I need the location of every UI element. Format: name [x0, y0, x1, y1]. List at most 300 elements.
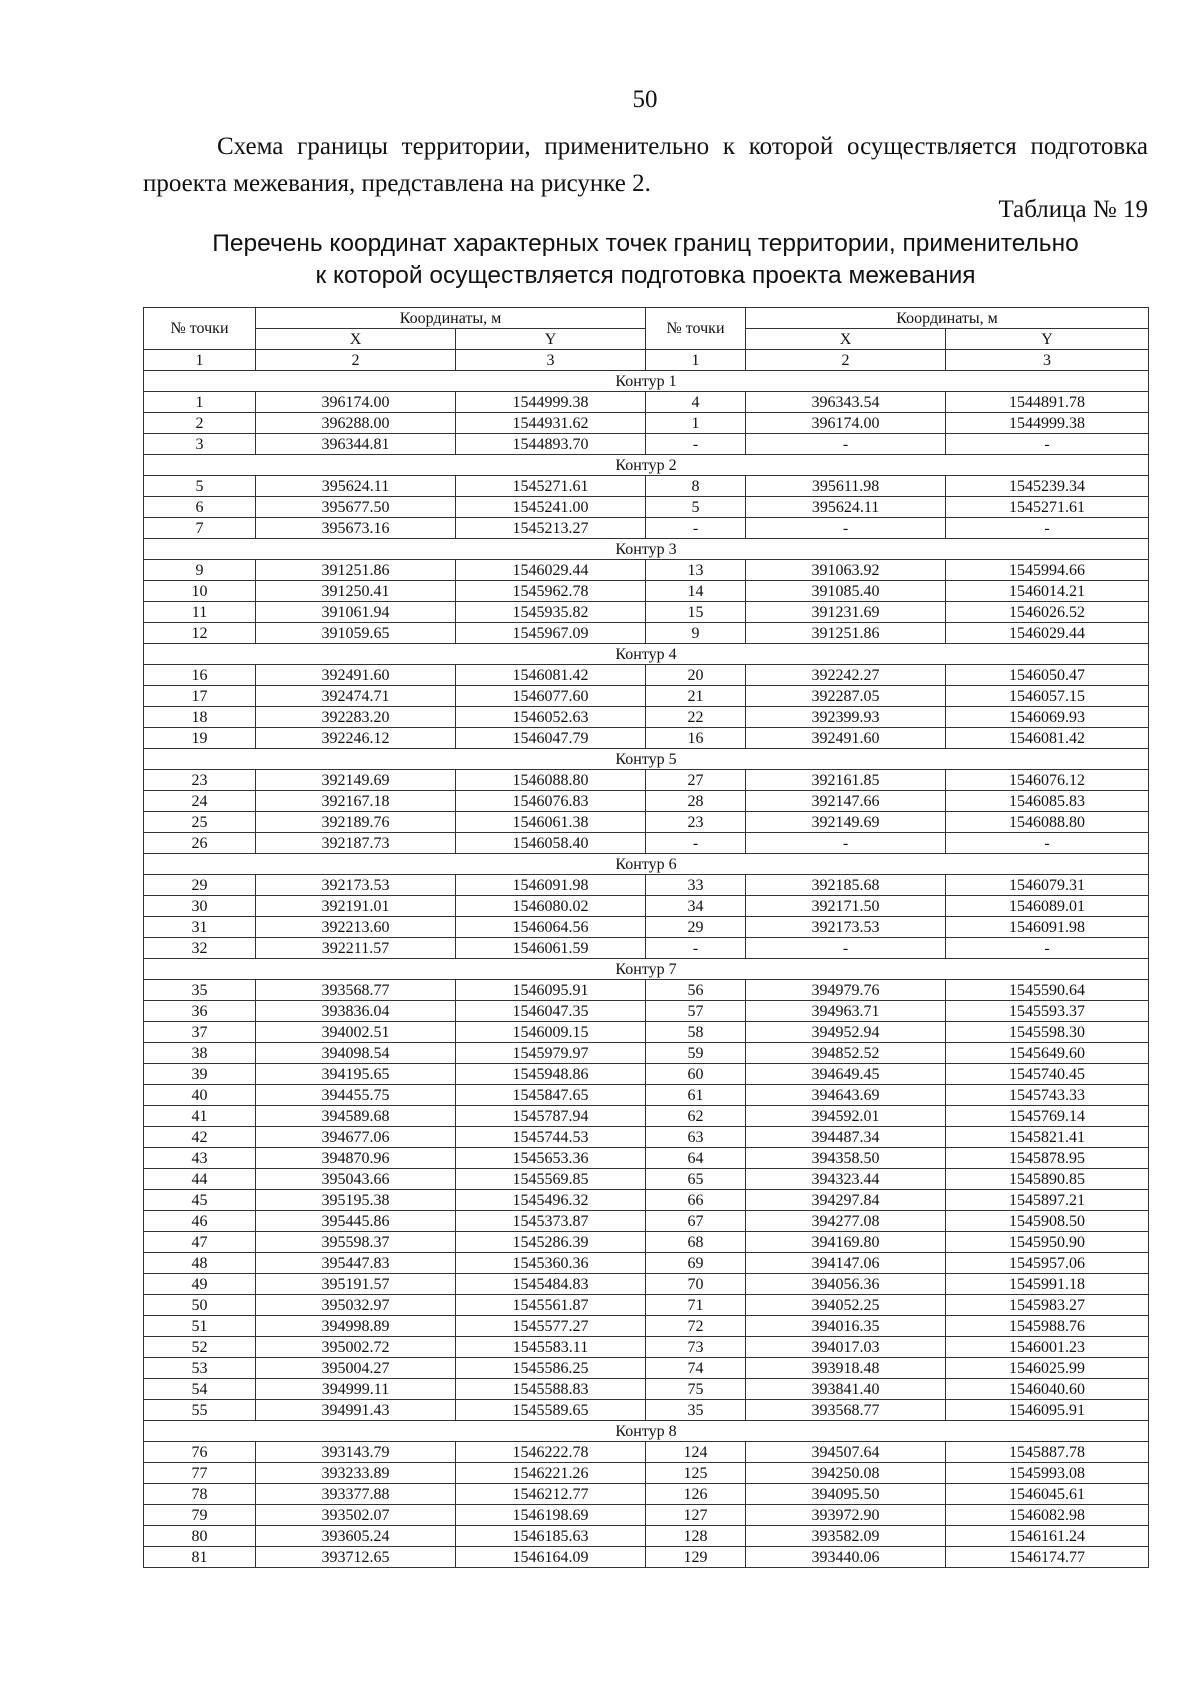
x-coordinate-cell: 394169.80 — [746, 1232, 946, 1253]
column-number: 3 — [456, 350, 646, 371]
y-coordinate-cell: 1545948.86 — [456, 1064, 646, 1085]
point-number-cell: 61 — [646, 1085, 746, 1106]
point-number-cell: 29 — [646, 917, 746, 938]
point-number-cell: 74 — [646, 1358, 746, 1379]
y-coordinate-cell: 1546221.26 — [456, 1463, 646, 1484]
x-coordinate-cell: 393440.06 — [746, 1547, 946, 1568]
y-coordinate-cell: 1546052.63 — [456, 707, 646, 728]
point-number-cell: 13 — [646, 560, 746, 581]
y-coordinate-cell: 1545887.78 — [946, 1442, 1149, 1463]
x-coordinate-cell: 394963.71 — [746, 1001, 946, 1022]
table-row — [144, 1337, 1149, 1358]
table-row — [144, 1211, 1149, 1232]
coordinates-table-body — [144, 371, 1149, 1568]
table-row — [144, 1442, 1149, 1463]
point-number-cell: 68 — [646, 1232, 746, 1253]
point-number-cell: 11 — [144, 602, 256, 623]
point-number-cell: 44 — [144, 1169, 256, 1190]
x-coordinate-cell: 395195.38 — [256, 1190, 456, 1211]
point-number-cell: 17 — [144, 686, 256, 707]
y-coordinate-cell: 1546001.23 — [946, 1337, 1149, 1358]
x-coordinate-cell: 393836.04 — [256, 1001, 456, 1022]
contour-header-row — [144, 1421, 1149, 1442]
coordinates-table — [143, 307, 1149, 1568]
y-coordinate-cell: 1546091.98 — [456, 875, 646, 896]
table-row — [144, 1463, 1149, 1484]
point-number-cell: 70 — [646, 1274, 746, 1295]
table-row — [144, 1043, 1149, 1064]
point-number-cell: 53 — [144, 1358, 256, 1379]
x-coordinate-cell: 392173.53 — [256, 875, 456, 896]
y-coordinate-cell: 1544931.62 — [456, 413, 646, 434]
y-coordinate-cell: 1546091.98 — [946, 917, 1149, 938]
y-coordinate-cell: 1545908.50 — [946, 1211, 1149, 1232]
table-row — [144, 833, 1149, 854]
y-coordinate-cell: 1546064.56 — [456, 917, 646, 938]
point-number-cell: 41 — [144, 1106, 256, 1127]
y-coordinate-cell: 1545962.78 — [456, 581, 646, 602]
x-coordinate-cell: 393568.77 — [256, 980, 456, 1001]
y-coordinate-cell: 1546161.24 — [946, 1526, 1149, 1547]
contour-header-row — [144, 749, 1149, 770]
y-coordinate-cell: 1546058.40 — [456, 833, 646, 854]
table-row — [144, 1169, 1149, 1190]
y-coordinate-cell: 1546079.31 — [946, 875, 1149, 896]
y-coordinate-cell: 1545847.65 — [456, 1085, 646, 1106]
x-coordinate-cell: 396344.81 — [256, 434, 456, 455]
table-row — [144, 980, 1149, 1001]
y-coordinate-cell: 1545743.33 — [946, 1085, 1149, 1106]
point-number-cell: - — [646, 518, 746, 539]
x-coordinate-cell: - — [746, 938, 946, 959]
y-coordinate-cell: 1546026.52 — [946, 602, 1149, 623]
point-number-cell: 23 — [646, 812, 746, 833]
x-coordinate-cell: 392191.01 — [256, 896, 456, 917]
contour-title: Контур 7 — [144, 959, 1149, 980]
x-coordinate-cell: 394998.89 — [256, 1316, 456, 1337]
table-label: Таблица № 19 — [998, 196, 1148, 223]
y-coordinate-cell: 1545890.85 — [946, 1169, 1149, 1190]
point-number-cell: 42 — [144, 1127, 256, 1148]
x-coordinate-cell: 394643.69 — [746, 1085, 946, 1106]
table-row — [144, 518, 1149, 539]
y-coordinate-cell: 1546095.91 — [456, 980, 646, 1001]
point-number-cell: 64 — [646, 1148, 746, 1169]
point-number-cell: 75 — [646, 1379, 746, 1400]
point-number-cell: 25 — [144, 812, 256, 833]
x-coordinate-cell: 395673.16 — [256, 518, 456, 539]
point-number-cell: 30 — [144, 896, 256, 917]
x-coordinate-cell: 396288.00 — [256, 413, 456, 434]
x-coordinate-cell: 392185.68 — [746, 875, 946, 896]
x-coordinate-cell: 395611.98 — [746, 476, 946, 497]
x-coordinate-cell: 394589.68 — [256, 1106, 456, 1127]
x-coordinate-cell: 393841.40 — [746, 1379, 946, 1400]
point-number-cell: 15 — [646, 602, 746, 623]
x-coordinate-cell: 392242.27 — [746, 665, 946, 686]
point-number-cell: 32 — [144, 938, 256, 959]
point-number-cell: 18 — [144, 707, 256, 728]
y-coordinate-cell: 1545983.27 — [946, 1295, 1149, 1316]
contour-header-row — [144, 455, 1149, 476]
x-coordinate-cell: 396174.00 — [746, 413, 946, 434]
x-coordinate-cell: 394250.08 — [746, 1463, 946, 1484]
contour-header-row — [144, 539, 1149, 560]
table-row — [144, 1400, 1149, 1421]
column-number: 1 — [144, 350, 256, 371]
point-number-cell: 51 — [144, 1316, 256, 1337]
point-number-cell: 16 — [646, 728, 746, 749]
x-coordinate-cell: 395624.11 — [256, 476, 456, 497]
y-coordinate-cell: 1544893.70 — [456, 434, 646, 455]
table-row — [144, 917, 1149, 938]
x-coordinate-cell: 396343.54 — [746, 392, 946, 413]
header-coordinates-left: Координаты, м — [256, 308, 646, 329]
x-coordinate-cell: 396174.00 — [256, 392, 456, 413]
point-number-cell: - — [646, 938, 746, 959]
table-row — [144, 1547, 1149, 1568]
table-row — [144, 581, 1149, 602]
point-number-cell: 55 — [144, 1400, 256, 1421]
y-coordinate-cell: 1545744.53 — [456, 1127, 646, 1148]
x-coordinate-cell: 394592.01 — [746, 1106, 946, 1127]
x-coordinate-cell: 392189.76 — [256, 812, 456, 833]
point-number-cell: 9 — [646, 623, 746, 644]
point-number-cell: 23 — [144, 770, 256, 791]
point-number-cell: 73 — [646, 1337, 746, 1358]
x-coordinate-cell: 394991.43 — [256, 1400, 456, 1421]
x-coordinate-cell: 395191.57 — [256, 1274, 456, 1295]
column-number: 3 — [946, 350, 1149, 371]
point-number-cell: 126 — [646, 1484, 746, 1505]
y-coordinate-cell: 1546185.63 — [456, 1526, 646, 1547]
table-title-line-2: к которой осуществляется подготовка проекта межевания — [315, 262, 976, 289]
y-coordinate-cell: 1545878.95 — [946, 1148, 1149, 1169]
x-coordinate-cell: 392491.60 — [746, 728, 946, 749]
x-coordinate-cell: 392213.60 — [256, 917, 456, 938]
y-coordinate-cell: 1545586.25 — [456, 1358, 646, 1379]
x-coordinate-cell: 395677.50 — [256, 497, 456, 518]
table-row — [144, 1505, 1149, 1526]
contour-title: Контур 5 — [144, 749, 1149, 770]
x-coordinate-cell: 394323.44 — [746, 1169, 946, 1190]
y-coordinate-cell: 1546076.83 — [456, 791, 646, 812]
y-coordinate-cell: 1546050.47 — [946, 665, 1149, 686]
point-number-cell: 67 — [646, 1211, 746, 1232]
contour-header-row — [144, 854, 1149, 875]
point-number-cell: 60 — [646, 1064, 746, 1085]
x-coordinate-cell: 392246.12 — [256, 728, 456, 749]
column-number-row — [144, 350, 1149, 371]
point-number-cell: 47 — [144, 1232, 256, 1253]
point-number-cell: 54 — [144, 1379, 256, 1400]
point-number-cell: 3 — [144, 434, 256, 455]
x-coordinate-cell: 393605.24 — [256, 1526, 456, 1547]
point-number-cell: 40 — [144, 1085, 256, 1106]
contour-title: Контур 2 — [144, 455, 1149, 476]
x-coordinate-cell: 395624.11 — [746, 497, 946, 518]
x-coordinate-cell: 392474.71 — [256, 686, 456, 707]
point-number-cell: 20 — [646, 665, 746, 686]
x-coordinate-cell: 392399.93 — [746, 707, 946, 728]
y-coordinate-cell: 1545271.61 — [946, 497, 1149, 518]
header-point-number-right: № точки — [646, 308, 746, 350]
point-number-cell: 34 — [646, 896, 746, 917]
table-row — [144, 413, 1149, 434]
table-row — [144, 770, 1149, 791]
y-coordinate-cell: 1545588.83 — [456, 1379, 646, 1400]
y-coordinate-cell: 1545286.39 — [456, 1232, 646, 1253]
y-coordinate-cell: 1545935.82 — [456, 602, 646, 623]
x-coordinate-cell: 395032.97 — [256, 1295, 456, 1316]
y-coordinate-cell: 1545979.97 — [456, 1043, 646, 1064]
table-row — [144, 686, 1149, 707]
point-number-cell: 80 — [144, 1526, 256, 1547]
table-row — [144, 875, 1149, 896]
x-coordinate-cell: 393377.88 — [256, 1484, 456, 1505]
x-coordinate-cell: 391059.65 — [256, 623, 456, 644]
y-coordinate-cell: 1545561.87 — [456, 1295, 646, 1316]
y-coordinate-cell: 1545991.18 — [946, 1274, 1149, 1295]
y-coordinate-cell: 1545569.85 — [456, 1169, 646, 1190]
point-number-cell: 127 — [646, 1505, 746, 1526]
y-coordinate-cell: 1546047.35 — [456, 1001, 646, 1022]
point-number-cell: 10 — [144, 581, 256, 602]
table-row — [144, 1358, 1149, 1379]
x-coordinate-cell: 391251.86 — [256, 560, 456, 581]
x-coordinate-cell: 394507.64 — [746, 1442, 946, 1463]
point-number-cell: 52 — [144, 1337, 256, 1358]
point-number-cell: 21 — [646, 686, 746, 707]
point-number-cell: 45 — [144, 1190, 256, 1211]
header-y-right: Y — [946, 329, 1149, 350]
y-coordinate-cell: 1545484.83 — [456, 1274, 646, 1295]
y-coordinate-cell: 1545950.90 — [946, 1232, 1149, 1253]
y-coordinate-cell: 1546025.99 — [946, 1358, 1149, 1379]
x-coordinate-cell: 394677.06 — [256, 1127, 456, 1148]
point-number-cell: 76 — [144, 1442, 256, 1463]
x-coordinate-cell: 393972.90 — [746, 1505, 946, 1526]
table-row — [144, 1253, 1149, 1274]
point-number-cell: 35 — [646, 1400, 746, 1421]
table-row — [144, 665, 1149, 686]
header-x-left: X — [256, 329, 456, 350]
x-coordinate-cell: - — [746, 434, 946, 455]
y-coordinate-cell: - — [946, 518, 1149, 539]
x-coordinate-cell: 391250.41 — [256, 581, 456, 602]
table-row — [144, 1316, 1149, 1337]
point-number-cell: 62 — [646, 1106, 746, 1127]
x-coordinate-cell: 394095.50 — [746, 1484, 946, 1505]
table-row — [144, 938, 1149, 959]
point-number-cell: 128 — [646, 1526, 746, 1547]
table-row — [144, 1022, 1149, 1043]
y-coordinate-cell: 1545271.61 — [456, 476, 646, 497]
table-row — [144, 1295, 1149, 1316]
point-number-cell: 125 — [646, 1463, 746, 1484]
y-coordinate-cell: 1545653.36 — [456, 1148, 646, 1169]
y-coordinate-cell: 1545957.06 — [946, 1253, 1149, 1274]
x-coordinate-cell: 392147.66 — [746, 791, 946, 812]
x-coordinate-cell: 392171.50 — [746, 896, 946, 917]
point-number-cell: 79 — [144, 1505, 256, 1526]
y-coordinate-cell: 1544999.38 — [946, 413, 1149, 434]
point-number-cell: 12 — [144, 623, 256, 644]
point-number-cell: 37 — [144, 1022, 256, 1043]
point-number-cell: 50 — [144, 1295, 256, 1316]
point-number-cell: 33 — [646, 875, 746, 896]
y-coordinate-cell: 1545239.34 — [946, 476, 1149, 497]
contour-title: Контур 6 — [144, 854, 1149, 875]
point-number-cell: 1 — [144, 392, 256, 413]
point-number-cell: 31 — [144, 917, 256, 938]
point-number-cell: 66 — [646, 1190, 746, 1211]
y-coordinate-cell: 1545577.27 — [456, 1316, 646, 1337]
table-row — [144, 1001, 1149, 1022]
table-row — [144, 1484, 1149, 1505]
x-coordinate-cell: 391231.69 — [746, 602, 946, 623]
x-coordinate-cell: 394649.45 — [746, 1064, 946, 1085]
table-row — [144, 896, 1149, 917]
contour-title: Контур 8 — [144, 1421, 1149, 1442]
y-coordinate-cell: 1545593.37 — [946, 1001, 1149, 1022]
y-coordinate-cell: - — [946, 938, 1149, 959]
table-title-line-1: Перечень координат характерных точек границ территории, применительно — [212, 230, 1079, 257]
point-number-cell: - — [646, 434, 746, 455]
x-coordinate-cell: 394852.52 — [746, 1043, 946, 1064]
table-row — [144, 497, 1149, 518]
x-coordinate-cell: 392173.53 — [746, 917, 946, 938]
x-coordinate-cell: 392167.18 — [256, 791, 456, 812]
y-coordinate-cell: 1545994.66 — [946, 560, 1149, 581]
x-coordinate-cell: 394952.94 — [746, 1022, 946, 1043]
point-number-cell: - — [646, 833, 746, 854]
point-number-cell: 16 — [144, 665, 256, 686]
table-row — [144, 623, 1149, 644]
point-number-cell: 5 — [646, 497, 746, 518]
x-coordinate-cell: 394979.76 — [746, 980, 946, 1001]
x-coordinate-cell: 391063.92 — [746, 560, 946, 581]
x-coordinate-cell: 394358.50 — [746, 1148, 946, 1169]
x-coordinate-cell: 393712.65 — [256, 1547, 456, 1568]
table-row — [144, 602, 1149, 623]
table-row — [144, 1526, 1149, 1547]
y-coordinate-cell: 1545241.00 — [456, 497, 646, 518]
x-coordinate-cell: 392149.69 — [256, 770, 456, 791]
point-number-cell: 27 — [646, 770, 746, 791]
contour-header-row — [144, 959, 1149, 980]
y-coordinate-cell: 1546081.42 — [946, 728, 1149, 749]
table-row — [144, 1106, 1149, 1127]
point-number-cell: 77 — [144, 1463, 256, 1484]
x-coordinate-cell: 394870.96 — [256, 1148, 456, 1169]
x-coordinate-cell: 391061.94 — [256, 602, 456, 623]
x-coordinate-cell: 395002.72 — [256, 1337, 456, 1358]
x-coordinate-cell: 394147.06 — [746, 1253, 946, 1274]
x-coordinate-cell: 393918.48 — [746, 1358, 946, 1379]
point-number-cell: 49 — [144, 1274, 256, 1295]
y-coordinate-cell: 1545821.41 — [946, 1127, 1149, 1148]
y-coordinate-cell: 1545967.09 — [456, 623, 646, 644]
y-coordinate-cell: 1545993.08 — [946, 1463, 1149, 1484]
x-coordinate-cell: 393582.09 — [746, 1526, 946, 1547]
point-number-cell: 29 — [144, 875, 256, 896]
y-coordinate-cell: 1545583.11 — [456, 1337, 646, 1358]
table-row — [144, 791, 1149, 812]
x-coordinate-cell: 392287.05 — [746, 686, 946, 707]
x-coordinate-cell: 394297.84 — [746, 1190, 946, 1211]
table-row — [144, 812, 1149, 833]
y-coordinate-cell: 1544891.78 — [946, 392, 1149, 413]
point-number-cell: 39 — [144, 1064, 256, 1085]
point-number-cell: 2 — [144, 413, 256, 434]
table-row — [144, 1379, 1149, 1400]
intro-paragraph: Схема границы территории, применительно к которой осуществляется подготовка проекта межевания, представлена на рисунке 2. — [143, 133, 1148, 197]
y-coordinate-cell: 1546076.12 — [946, 770, 1149, 791]
y-coordinate-cell: 1545496.32 — [456, 1190, 646, 1211]
point-number-cell: 14 — [646, 581, 746, 602]
y-coordinate-cell: 1545769.14 — [946, 1106, 1149, 1127]
table-row — [144, 1064, 1149, 1085]
table-row — [144, 1085, 1149, 1106]
y-coordinate-cell: 1546009.15 — [456, 1022, 646, 1043]
y-coordinate-cell: 1546174.77 — [946, 1547, 1149, 1568]
point-number-cell: 129 — [646, 1547, 746, 1568]
column-number: 1 — [646, 350, 746, 371]
point-number-cell: 72 — [646, 1316, 746, 1337]
y-coordinate-cell: - — [946, 833, 1149, 854]
y-coordinate-cell: 1545897.21 — [946, 1190, 1149, 1211]
point-number-cell: 38 — [144, 1043, 256, 1064]
x-coordinate-cell: 392211.57 — [256, 938, 456, 959]
y-coordinate-cell: 1546222.78 — [456, 1442, 646, 1463]
y-coordinate-cell: 1546198.69 — [456, 1505, 646, 1526]
y-coordinate-cell: 1546077.60 — [456, 686, 646, 707]
x-coordinate-cell: 394016.35 — [746, 1316, 946, 1337]
y-coordinate-cell: 1546088.80 — [946, 812, 1149, 833]
table-row — [144, 1148, 1149, 1169]
table-row — [144, 434, 1149, 455]
y-coordinate-cell: 1546069.93 — [946, 707, 1149, 728]
column-number: 2 — [746, 350, 946, 371]
point-number-cell: 19 — [144, 728, 256, 749]
y-coordinate-cell: 1546029.44 — [946, 623, 1149, 644]
x-coordinate-cell: 395447.83 — [256, 1253, 456, 1274]
table-row — [144, 1127, 1149, 1148]
y-coordinate-cell: 1546057.15 — [946, 686, 1149, 707]
point-number-cell: 8 — [646, 476, 746, 497]
y-coordinate-cell: 1546061.59 — [456, 938, 646, 959]
x-coordinate-cell: 393143.79 — [256, 1442, 456, 1463]
y-coordinate-cell: 1546085.83 — [946, 791, 1149, 812]
y-coordinate-cell: 1546080.02 — [456, 896, 646, 917]
x-coordinate-cell: 394056.36 — [746, 1274, 946, 1295]
header-x-right: X — [746, 329, 946, 350]
x-coordinate-cell: 393233.89 — [256, 1463, 456, 1484]
point-number-cell: 59 — [646, 1043, 746, 1064]
x-coordinate-cell: 395043.66 — [256, 1169, 456, 1190]
y-coordinate-cell: 1546045.61 — [946, 1484, 1149, 1505]
x-coordinate-cell: 393568.77 — [746, 1400, 946, 1421]
point-number-cell: 4 — [646, 392, 746, 413]
x-coordinate-cell: 391251.86 — [746, 623, 946, 644]
x-coordinate-cell: 395445.86 — [256, 1211, 456, 1232]
header-coordinates-right: Координаты, м — [746, 308, 1149, 329]
point-number-cell: 78 — [144, 1484, 256, 1505]
y-coordinate-cell: 1545598.30 — [946, 1022, 1149, 1043]
x-coordinate-cell: 394487.34 — [746, 1127, 946, 1148]
x-coordinate-cell: 392161.85 — [746, 770, 946, 791]
